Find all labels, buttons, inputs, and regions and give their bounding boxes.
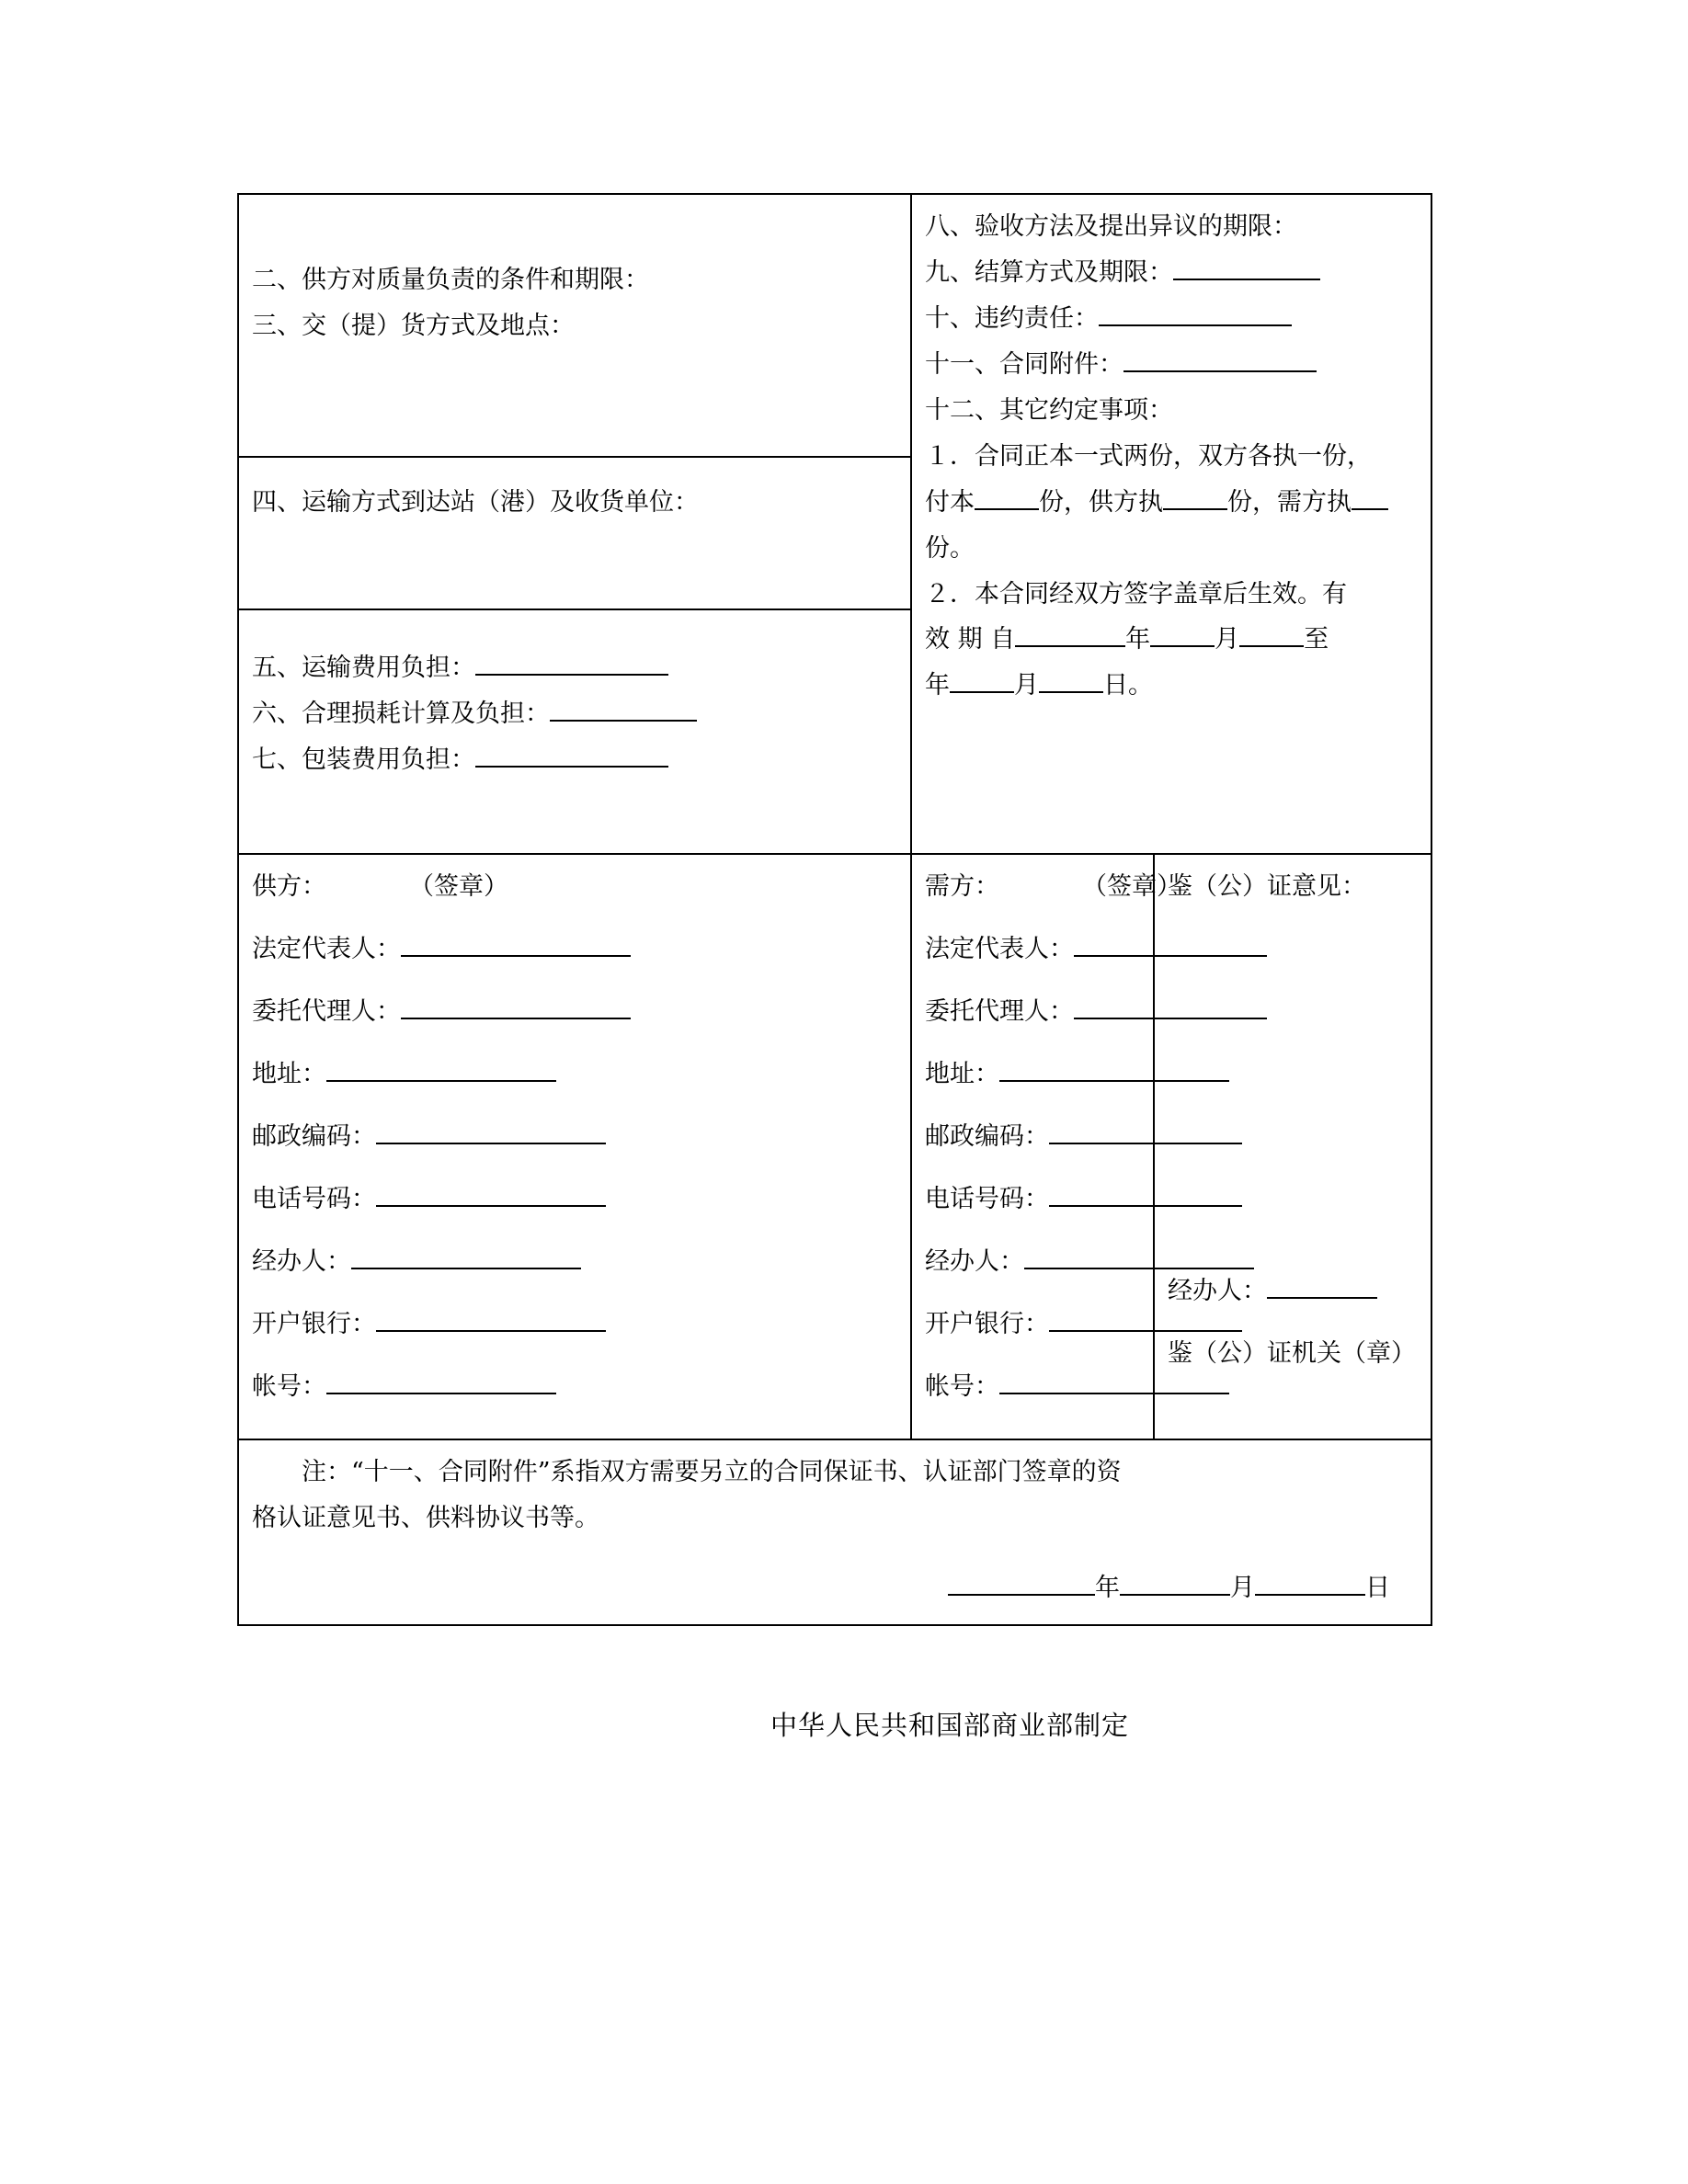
- label-valid-month-unit: 月: [1215, 625, 1240, 654]
- row-section-11: [925, 342, 1418, 388]
- input-section-10[interactable]: [1099, 297, 1292, 326]
- row-buyer-agent: [925, 989, 1140, 1035]
- note-line-1: 注：“十一、合同附件”系指双方需要另立的合同保证书、认证部门签章的资: [302, 1458, 1122, 1487]
- row-buyer-account: [925, 1364, 1140, 1410]
- row-supplier-bank: [252, 1302, 897, 1348]
- label-address: 地址：: [252, 1059, 326, 1088]
- label-phone: 电话号码：: [252, 1184, 376, 1213]
- label-note-month: 月: [1230, 1574, 1255, 1603]
- input-note-month[interactable]: [1120, 1566, 1230, 1596]
- label-end-day-unit: 日。: [1103, 671, 1153, 700]
- input-notary-handler[interactable]: [1267, 1269, 1377, 1299]
- input-supplier-agent[interactable]: [401, 990, 631, 1019]
- row-supplier-handler: [252, 1239, 897, 1285]
- label-section-2: 二、供方对质量负责的条件和期限：: [252, 266, 649, 294]
- row-notary-handler: [1168, 1268, 1418, 1314]
- row-supplier-agent: [252, 989, 897, 1035]
- label-handler: 经办人：: [252, 1246, 351, 1276]
- row-supplier-account: [252, 1364, 897, 1410]
- input-note-year[interactable]: [948, 1566, 1095, 1596]
- row-section-10: [925, 296, 1418, 342]
- input-section-5[interactable]: [475, 646, 668, 676]
- input-buyer-phone[interactable]: [1049, 1177, 1242, 1207]
- input-supplier-legal-rep[interactable]: [401, 927, 631, 957]
- table-row: [238, 1439, 1431, 1625]
- label-postcode: 邮政编码：: [252, 1121, 376, 1151]
- footer-issuer-text: 中华人民共和国部商业部制定: [770, 1710, 1129, 1741]
- input-supplier-address[interactable]: [326, 1052, 556, 1082]
- note-date-row: [252, 1565, 1418, 1611]
- cell-fees: [238, 609, 911, 854]
- row-buyer-legal-rep: [925, 927, 1140, 973]
- label-section-9: 九、结算方式及期限：: [925, 257, 1173, 287]
- row-buyer-title: [925, 864, 1181, 910]
- label-supplier: 供方：: [252, 872, 326, 901]
- text-other-item-2a: ２．本合同经双方签字盖章后生效。有: [925, 579, 1347, 609]
- label-buyer: 需方：: [925, 872, 999, 901]
- footer-issuer: [0, 1705, 1688, 1743]
- input-buyer-address[interactable]: [999, 1052, 1229, 1082]
- label-section-6: 六、合理损耗计算及负担：: [252, 699, 550, 728]
- row-section-7: [252, 737, 897, 783]
- cell-quality-delivery: [238, 194, 911, 457]
- label-agent: 委托代理人：: [252, 996, 401, 1026]
- label-legal-rep: 法定代表人：: [252, 934, 401, 963]
- label-copy-attached: 付本: [925, 487, 975, 517]
- input-supplier-bank[interactable]: [376, 1302, 606, 1332]
- label-bank: 开户银行：: [925, 1309, 1049, 1338]
- input-end-day[interactable]: [1039, 664, 1103, 693]
- input-copy-attached[interactable]: [975, 481, 1039, 510]
- text-other-item-1a: １．合同正本一式两份，双方各执一份，: [925, 441, 1372, 471]
- text-other-item-1c: 份。: [925, 533, 975, 563]
- cell-right-sections: [911, 194, 1431, 854]
- row-buyer-handler: [925, 1239, 1140, 1285]
- label-buyer-seal: （签章）: [1082, 872, 1181, 901]
- contract-table: [237, 193, 1432, 1626]
- row-buyer-postcode: [925, 1114, 1140, 1160]
- label-section-7: 七、包装费用负担：: [252, 745, 475, 774]
- input-section-6[interactable]: [550, 692, 697, 722]
- label-supplier-seal: （签章）: [409, 872, 508, 901]
- label-notary-handler: 经办人：: [1168, 1276, 1267, 1305]
- input-valid-year[interactable]: [1015, 618, 1125, 647]
- label-end-month-unit: 月: [1014, 671, 1039, 700]
- label-note-day: 日: [1365, 1574, 1390, 1603]
- label-section-10: 十、违约责任：: [925, 303, 1099, 333]
- label-section-5: 五、运输费用负担：: [252, 654, 475, 682]
- label-valid-to: 至: [1304, 625, 1329, 654]
- input-note-day[interactable]: [1255, 1566, 1365, 1596]
- cell-buyer-info: [911, 854, 1181, 1439]
- row-buyer-bank: [925, 1302, 1140, 1348]
- label-account: 帐号：: [925, 1371, 999, 1401]
- input-copy-buyer[interactable]: [1352, 481, 1388, 510]
- row-section-5: [252, 645, 897, 691]
- input-supplier-phone[interactable]: [376, 1177, 606, 1207]
- input-buyer-handler[interactable]: [1024, 1240, 1254, 1269]
- label-postcode: 邮政编码：: [925, 1121, 1049, 1151]
- row-section-6: [252, 691, 897, 737]
- label-notary-org: 鉴（公）证机关（章）: [1168, 1338, 1416, 1368]
- label-section-8: 八、验收方法及提出异议的期限：: [925, 212, 1297, 241]
- label-copy-buyer: 份，需方执: [1227, 487, 1352, 517]
- row-supplier-phone: [252, 1177, 897, 1223]
- input-section-7[interactable]: [475, 738, 668, 768]
- label-note-year: 年: [1095, 1574, 1120, 1603]
- label-valid-year-unit: 年: [1125, 625, 1151, 654]
- label-legal-rep: 法定代表人：: [925, 934, 1074, 963]
- input-valid-month[interactable]: [1150, 618, 1215, 647]
- row-section-9: [925, 250, 1418, 296]
- input-copy-supplier[interactable]: [1163, 481, 1227, 510]
- label-account: 帐号：: [252, 1371, 326, 1401]
- input-buyer-agent[interactable]: [1074, 990, 1267, 1019]
- label-end-year-unit: 年: [925, 671, 950, 700]
- row-other-item-1b: [925, 480, 1418, 526]
- input-supplier-postcode[interactable]: [376, 1115, 606, 1144]
- row-supplier-legal-rep: [252, 927, 897, 973]
- label-phone: 电话号码：: [925, 1184, 1049, 1213]
- label-bank: 开户银行：: [252, 1309, 376, 1338]
- input-buyer-postcode[interactable]: [1049, 1115, 1242, 1144]
- label-copy-supplier: 份，供方执: [1039, 487, 1163, 517]
- row-supplier-address: [252, 1052, 897, 1098]
- input-supplier-account[interactable]: [326, 1365, 556, 1394]
- label-section-4: 四、运输方式到达站（港）及收货单位：: [252, 488, 699, 517]
- input-supplier-handler[interactable]: [351, 1240, 581, 1269]
- input-section-11[interactable]: [1123, 343, 1317, 372]
- cell-supplier-info: [238, 854, 911, 1439]
- row-other-item-2c: [925, 663, 1418, 709]
- label-section-11: 十一、合同附件：: [925, 349, 1123, 379]
- cell-transport: [238, 457, 911, 609]
- row-other-item-2b: [925, 617, 1418, 663]
- label-agent: 委托代理人：: [925, 996, 1074, 1026]
- label-valid-from: 效 期 自: [925, 625, 1016, 654]
- table-row: [238, 854, 1431, 1439]
- label-notary-title: 鉴（公）证意见：: [1168, 872, 1366, 901]
- row-supplier-postcode: [252, 1114, 897, 1160]
- label-section-12: 十二、其它约定事项：: [925, 395, 1173, 425]
- input-section-9[interactable]: [1173, 251, 1320, 280]
- label-address: 地址：: [925, 1059, 999, 1088]
- input-valid-day[interactable]: [1239, 618, 1304, 647]
- note-line-2: 格认证意见书、供料协议书等。: [252, 1504, 599, 1533]
- row-buyer-address: [925, 1052, 1140, 1098]
- input-end-month[interactable]: [950, 664, 1014, 693]
- label-section-3: 三、交（提）货方式及地点：: [252, 311, 575, 340]
- cell-note: [238, 1439, 1431, 1625]
- row-supplier-title: [252, 864, 897, 910]
- input-buyer-legal-rep[interactable]: [1074, 927, 1267, 957]
- label-handler: 经办人：: [925, 1246, 1024, 1276]
- row-buyer-phone: [925, 1177, 1140, 1223]
- table-row: [238, 194, 1431, 457]
